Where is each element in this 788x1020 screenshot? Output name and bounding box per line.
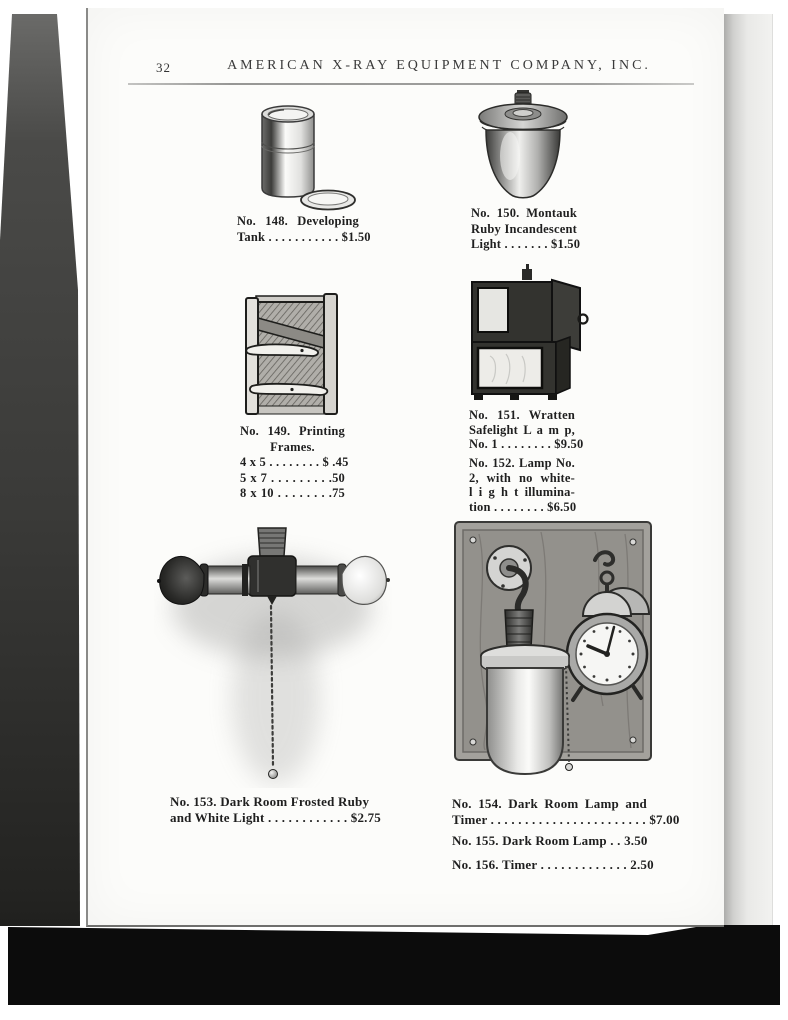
price-row: 8 x 10 . . . . . . . .75 — [240, 486, 345, 500]
printing-frame-illustration — [240, 288, 342, 418]
caption-line: No. 156. Timer . . . . . . . . . . . . . 2.50 — [452, 857, 654, 872]
caption-line: Frames. — [270, 439, 315, 454]
price-row: 5 x 7 . . . . . . . . .50 — [240, 470, 345, 485]
montauk-ruby-light-illustration — [476, 90, 570, 204]
caption-line: 2, with no white- — [469, 470, 575, 485]
caption-line: No. 151. Wratten — [469, 408, 575, 422]
caption-line: Timer . . . . . . . . . . . . . . . . . . . . . . . $7.00 — [452, 812, 680, 827]
item-150-caption — [471, 206, 581, 253]
caption-line: No. 149. Printing — [240, 424, 345, 438]
scan-black-area — [8, 925, 780, 1005]
caption-line: Safelight L a m p, — [469, 422, 575, 437]
price-row: 4 x 5 . . . . . . . . $ .45 — [240, 455, 349, 469]
item-153-caption — [170, 794, 382, 826]
catalog-sheet — [86, 8, 724, 927]
caption-line: Light . . . . . . . $1.50 — [471, 237, 581, 251]
item-156-caption — [452, 857, 654, 873]
book-binding-shadow — [0, 0, 100, 1020]
item-151-caption — [469, 408, 584, 452]
developing-tank-illustration — [252, 102, 356, 212]
caption-line: Ruby Incandescent — [471, 221, 577, 236]
caption-line: No. 153. Dark Room Frosted Ruby — [170, 794, 370, 809]
page-number: 32 — [156, 60, 171, 75]
caption-line: Tank . . . . . . . . . . . $1.50 — [237, 229, 371, 244]
item-149-caption — [240, 424, 349, 502]
item-155-caption — [452, 833, 647, 849]
caption-line: and White Light . . . . . . . . . . . . $2.75 — [170, 810, 382, 825]
item-148-caption — [237, 214, 371, 245]
wratten-safelight-lamp-illustration — [466, 264, 592, 406]
caption-line: No. 155. Dark Room Lamp . . 3.50 — [452, 833, 648, 848]
caption-line: No. 154. Dark Room Lamp and — [452, 796, 647, 811]
double-bulb-fixture-illustration — [154, 522, 392, 788]
caption-line: tion . . . . . . . . $6.50 — [469, 499, 577, 514]
adjacent-page-edge — [722, 14, 773, 925]
dark-room-lamp-and-timer-illustration — [445, 516, 663, 788]
item-152-caption — [469, 456, 575, 514]
caption-line: l i g h t illumina- — [469, 485, 575, 499]
caption-line: No. 150. Montauk — [471, 206, 577, 220]
item-154-caption — [452, 796, 680, 828]
caption-line: No. 1 . . . . . . . . $9.50 — [469, 437, 584, 451]
header-rule — [128, 83, 694, 85]
header-title: AMERICAN X-RAY EQUIPMENT COMPANY, INC. — [227, 58, 651, 73]
caption-line: No. 148. Developing — [237, 214, 359, 228]
caption-line: No. 152. Lamp No. — [469, 456, 575, 470]
